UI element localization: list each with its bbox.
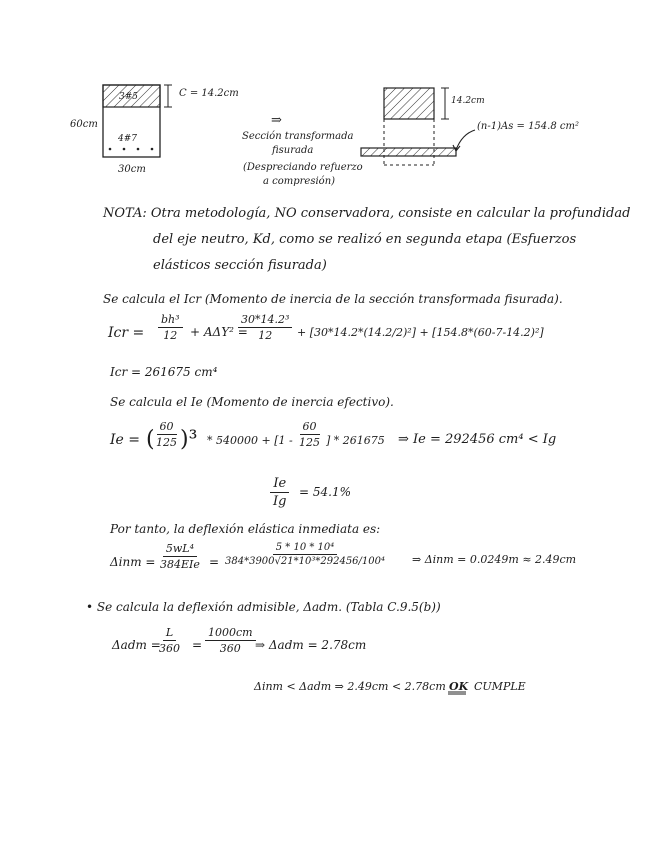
icr-fraction-1 — [158, 313, 183, 342]
adm-fraction-1 — [156, 626, 183, 655]
icr-result: Icr = 261675 cm⁴ — [110, 365, 218, 379]
adm-f1-num: L — [163, 626, 176, 641]
ratio-value: = 54.1% — [299, 485, 351, 499]
ie-f2-den: 125 — [299, 436, 320, 449]
ie-result: ⇒ Ie = 292456 cm⁴ < Ig — [398, 432, 557, 447]
adm-result: ⇒ Δadm = 2.78cm — [255, 638, 367, 652]
adm-f1-den: 360 — [159, 642, 180, 655]
icr-f1-den: 12 — [163, 329, 178, 342]
ok-label: OK — [449, 680, 469, 693]
defl-lhs: Δinm = — [110, 555, 156, 569]
note-line-2: del eje neutro, Kd, como se realizó en segunda etapa (Esfuerzos — [153, 232, 577, 247]
ie-intro: Se calcula el Ie (Momento de inercia efectivo). — [110, 395, 394, 409]
ie-paren-open: ( — [146, 427, 155, 452]
defl-f2-den: 384*3900√21*10³*292456/100⁴ — [225, 556, 386, 567]
height-label: 60cm — [70, 119, 98, 130]
section-note-2: a compresión) — [263, 176, 336, 187]
defl-f2-num: 5 * 10 * 10⁴ — [273, 542, 338, 555]
ratio-den: Ig — [273, 494, 287, 509]
as-label: (n-1)As = 154.8 cm² — [477, 121, 579, 132]
ie-f2-num: 60 — [300, 420, 320, 435]
arrow-symbol: ⇒ — [271, 113, 282, 128]
conclusion-text: Δinm < Δadm ⇒ 2.49cm < 2.78cm — [254, 680, 446, 693]
ie-f1-num: 60 — [157, 420, 177, 435]
defl-fraction-2 — [222, 542, 388, 567]
adm-eq-sign: = — [192, 638, 203, 652]
ie-lhs: Ie = — [110, 432, 140, 448]
icr-fraction-2 — [238, 313, 292, 342]
icr-terms: + [30*14.2*(14.2/2)²] + [154.8*(60-7-14.2)²] — [297, 326, 544, 339]
icr-f2-den: 12 — [258, 329, 273, 342]
icr-f2-num: 30*14.2³ — [238, 313, 292, 328]
note-line-3: elásticos sección fisurada) — [153, 258, 327, 273]
c-label: C = 14.2cm — [179, 88, 239, 99]
icr-lhs: Icr = — [108, 325, 145, 341]
ie-paren-close: )³ — [180, 427, 198, 452]
top-bars-label: 3#5 — [119, 92, 138, 102]
ie-tail: ] * 261675 — [326, 434, 385, 447]
right-c-label: 14.2cm — [451, 96, 485, 106]
ratio-num: Ie — [270, 476, 289, 493]
section-title: Sección transformada — [242, 131, 354, 142]
defl-f1-num: 5wL⁴ — [163, 542, 197, 557]
ie-f1-den: 125 — [156, 436, 177, 449]
section-note: (Despreciando refuerzo — [243, 162, 363, 173]
ie-fraction-1 — [153, 420, 180, 449]
ie-mid: * 540000 + [1 - — [207, 434, 293, 447]
ie-fraction-2 — [296, 420, 323, 449]
icr-plus-1: + AΔY² = — [190, 325, 248, 339]
note-line-1: NOTA: Otra metodología, NO conservadora, consiste en calcular la profundidad — [103, 206, 631, 221]
defl-fraction-1 — [157, 542, 203, 571]
adm-f2-den: 360 — [219, 642, 241, 655]
width-label: 30cm — [118, 164, 146, 175]
deflection-intro: Por tanto, la deflexión elástica inmediata es: — [110, 522, 381, 536]
section-title-2: fisurada — [272, 145, 314, 156]
defl-result: ⇒ Δinm = 0.0249m ≈ 2.49cm — [412, 553, 577, 566]
bottom-bars-label: 4#7 — [118, 134, 137, 144]
ratio-fraction — [270, 476, 289, 509]
adm-lhs: Δadm = — [112, 638, 161, 652]
admissible-intro: • Se calcula la deflexión admisible, Δadm. (Tabla C.9.5(b)) — [86, 600, 441, 614]
icr-f1-num: bh³ — [158, 313, 183, 328]
adm-fraction-2 — [205, 626, 256, 655]
cumple-label: CUMPLE — [474, 680, 526, 693]
icr-intro: Se calcula el Icr (Momento de inercia de la sección transformada fisurada). — [103, 292, 563, 306]
defl-f1-den: 384EIe — [160, 558, 200, 571]
adm-f2-num: 1000cm — [205, 626, 256, 641]
defl-eq-sign: = — [209, 555, 220, 569]
